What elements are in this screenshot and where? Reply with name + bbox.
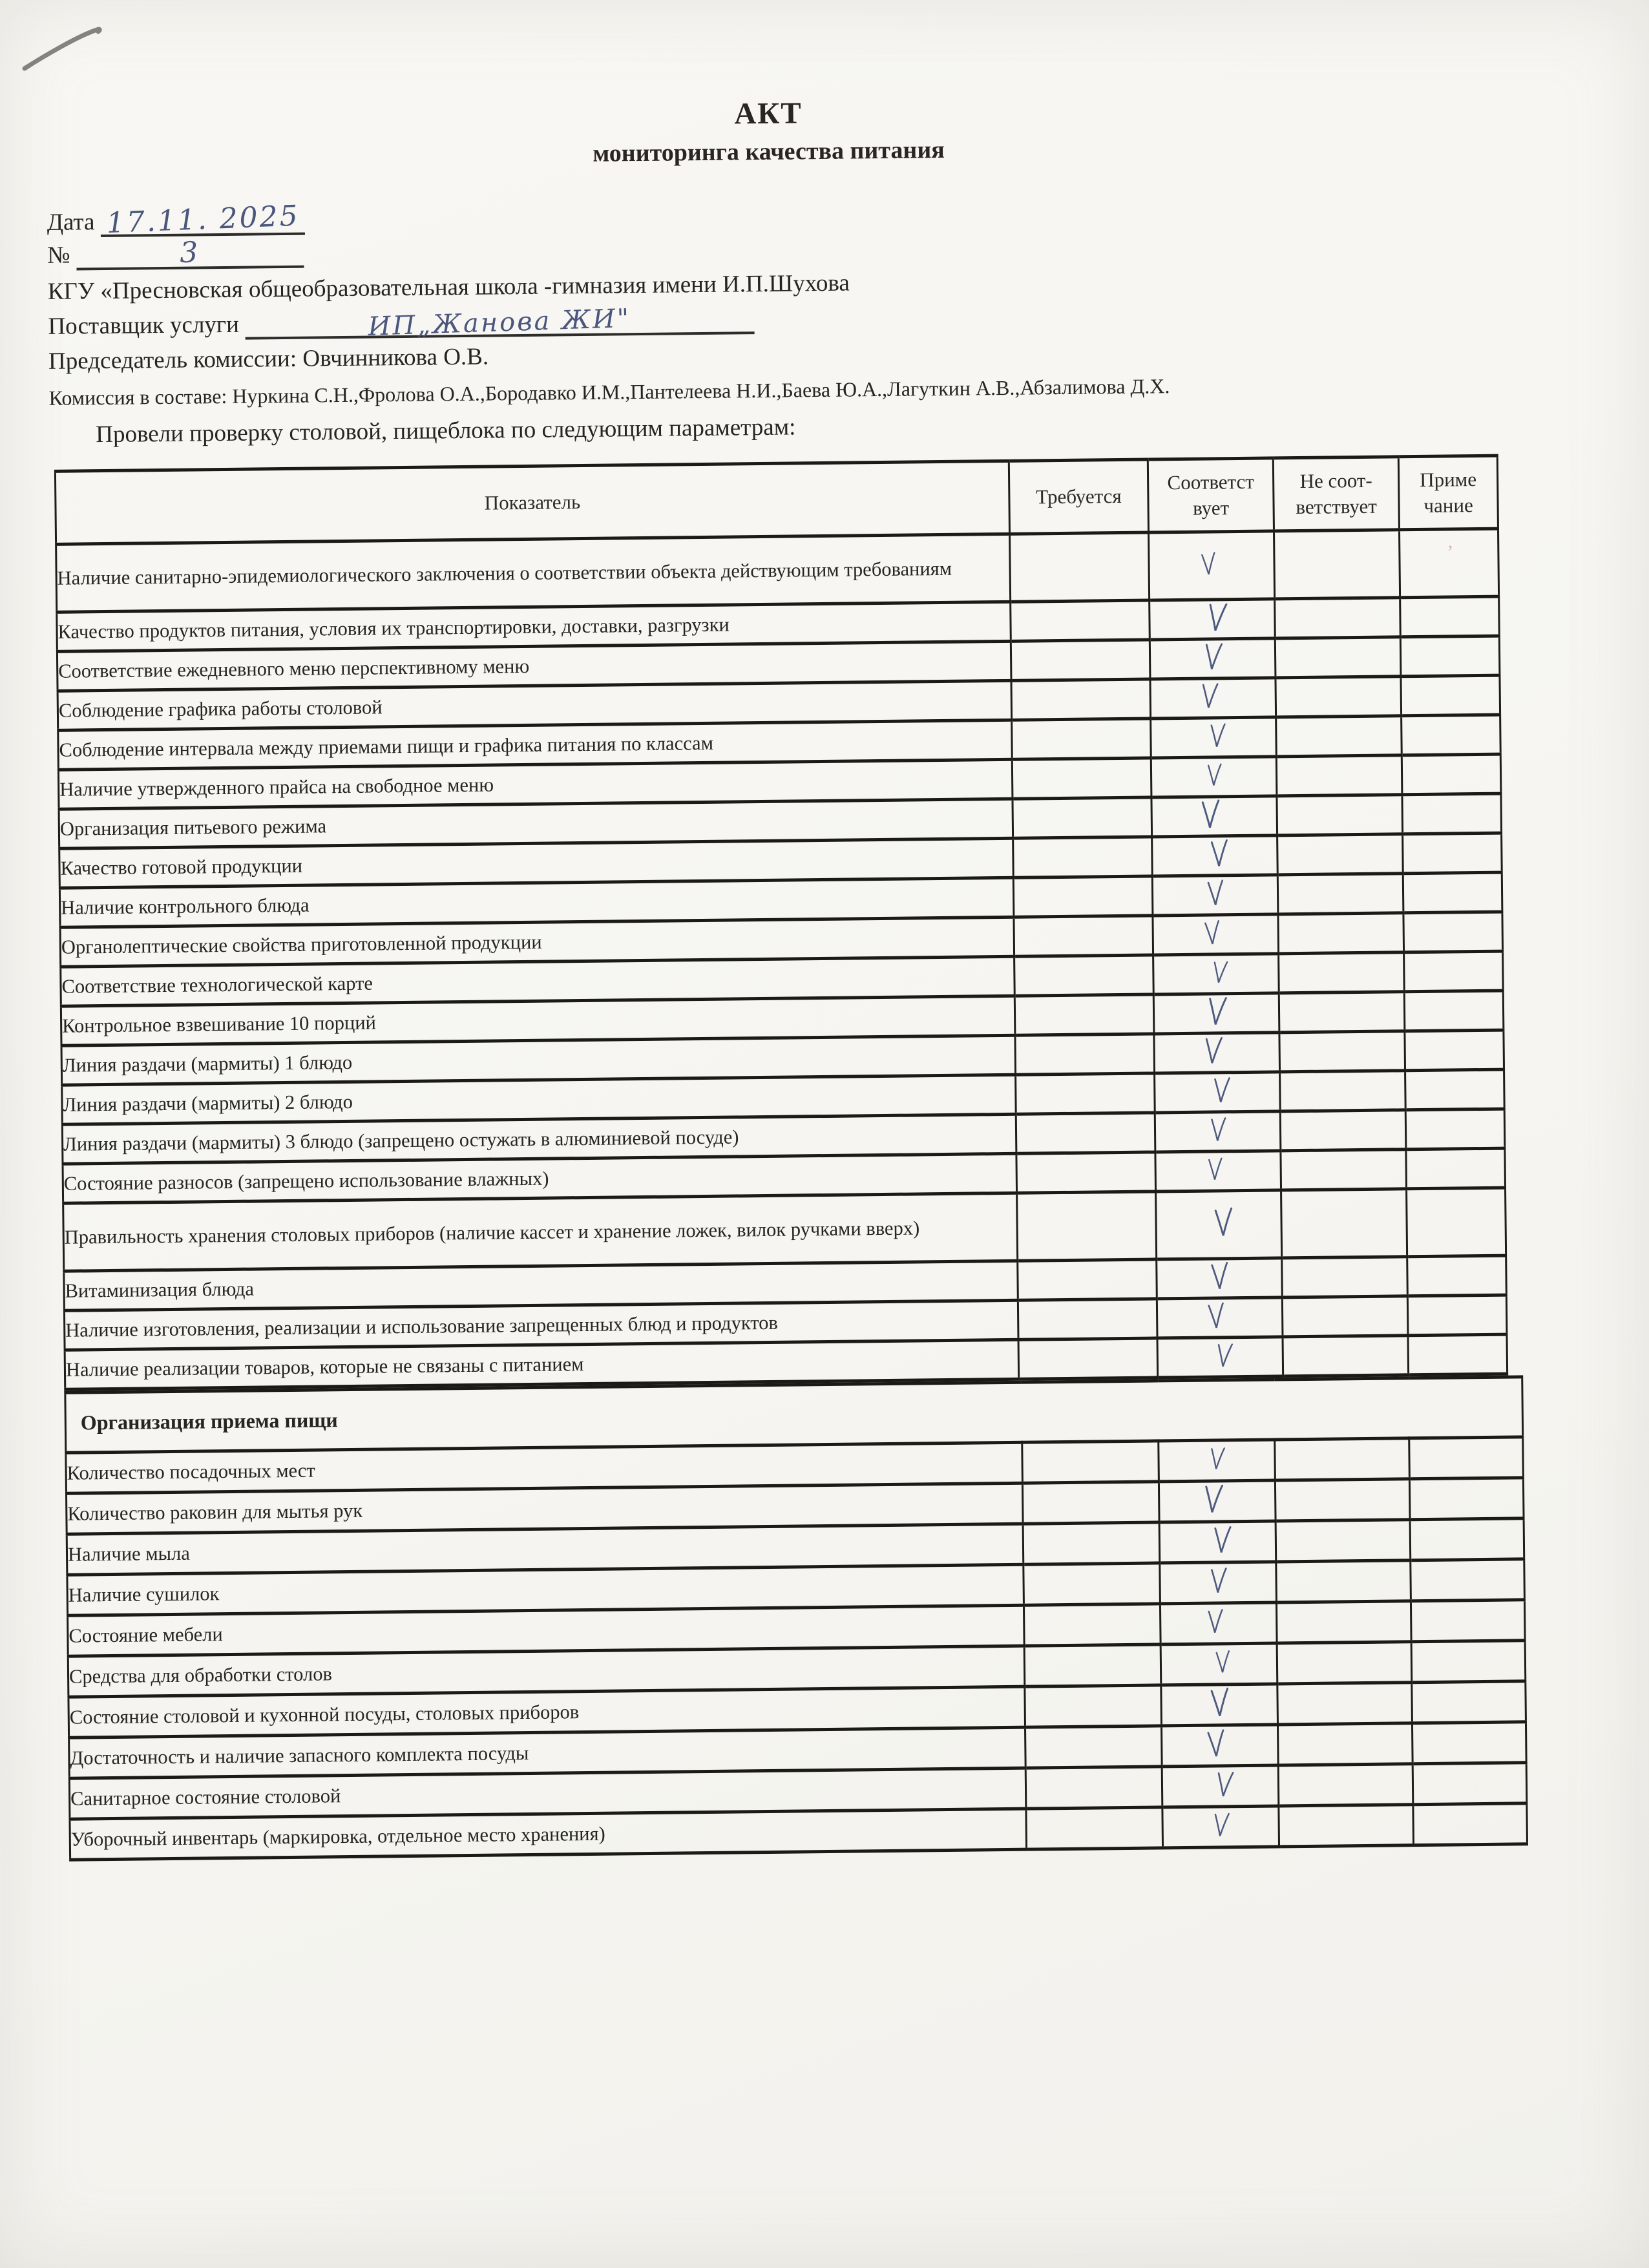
organization-line: КГУ «Пресновская общеобразовательная школа -гимназия имени И.П.Шухова [47, 269, 850, 305]
checkmark-icon [1213, 1769, 1235, 1800]
cell-not-conforms [1275, 598, 1401, 638]
row-label: Количество посадочных мест [67, 1459, 315, 1484]
checkmark-icon [1208, 1116, 1228, 1144]
checkmark-icon [1211, 1525, 1233, 1557]
number-handwritten-value: 3 [179, 236, 201, 269]
cell-required [1025, 1685, 1162, 1727]
checkmark-icon [1198, 551, 1218, 578]
intro-line: Провели проверку столовой, пищеблока по следующим параметрам: [96, 414, 796, 448]
cell-note [1400, 596, 1500, 637]
cell-conforms [1150, 638, 1276, 679]
cell-note [1404, 991, 1504, 1031]
checkmark-icon [1204, 1301, 1228, 1332]
cell-conforms [1156, 1190, 1282, 1259]
cell-not-conforms [1278, 913, 1404, 954]
cell-conforms [1149, 531, 1275, 600]
cell-required [1016, 1152, 1156, 1193]
faint-pen-tick: ʼ [1445, 541, 1453, 563]
cell-conforms [1152, 875, 1278, 916]
cell-conforms [1160, 1602, 1277, 1644]
cell-not-conforms [1278, 1764, 1413, 1806]
row-label: Контрольное взвешивание 10 порций [61, 1011, 377, 1037]
cell-required [1018, 1299, 1157, 1339]
cell-conforms [1155, 1072, 1281, 1113]
document-subtitle: мониторинга качества питания [593, 136, 945, 167]
checkmark-icon [1204, 878, 1226, 909]
row-label: Организация питьевого режима [59, 815, 327, 840]
cell-not-conforms [1279, 992, 1405, 1033]
cell-conforms [1151, 717, 1277, 758]
col-header-not-conforms: Не соот- ветствует [1273, 457, 1399, 531]
cell-required [1015, 1034, 1155, 1075]
cell-not-conforms [1277, 874, 1403, 914]
cell-not-conforms [1282, 1296, 1408, 1337]
cell-note [1405, 1069, 1505, 1110]
row-label: Наличие изготовления, реализации и использование запрещенных блюд и продуктов [65, 1311, 779, 1341]
cell-required [1013, 876, 1153, 917]
cell-not-conforms [1279, 952, 1405, 993]
cell-required [1025, 1726, 1162, 1768]
cell-note [1407, 1295, 1507, 1336]
checkmark-icon [1204, 1608, 1224, 1636]
row-label: Достаточность и наличие запасного комплекта посуды [70, 1742, 529, 1769]
cell-not-conforms [1279, 1031, 1405, 1072]
row-label: Наличие реализации товаров, которые не связаны с питанием [65, 1353, 584, 1381]
cell-required [1014, 955, 1154, 996]
cell-conforms [1159, 1440, 1276, 1482]
cell-not-conforms [1275, 637, 1401, 678]
cell-required [1024, 1644, 1161, 1686]
cell-required [1014, 916, 1153, 956]
row-label: Наличие санитарно-эпидемиологического заключения о соответствии объекта действующим требованиям [57, 557, 952, 589]
cell-conforms [1161, 1643, 1277, 1685]
cell-conforms [1155, 1111, 1281, 1152]
cell-not-conforms [1276, 1520, 1411, 1562]
cell-note [1402, 715, 1501, 755]
checkmark-icon [1210, 959, 1229, 986]
document-title: АКТ [733, 96, 803, 131]
cell-note [1410, 1518, 1524, 1560]
cell-note [1401, 675, 1500, 716]
cell-note [1412, 1722, 1526, 1764]
checkmark-icon [1204, 601, 1229, 636]
cell-note [1402, 793, 1502, 834]
cell-note [1403, 872, 1502, 913]
row-label: Витаминизация блюда [65, 1277, 255, 1302]
row-label: Линия раздачи (мармиты) 2 блюдо [63, 1090, 353, 1116]
cell-not-conforms [1282, 1257, 1408, 1297]
cell-required [1011, 640, 1150, 680]
cell-conforms [1154, 1033, 1280, 1073]
cell-conforms [1159, 1480, 1276, 1522]
cell-conforms [1162, 1806, 1279, 1848]
cell-required [1013, 797, 1152, 838]
row-label: Наличие контрольного блюда [61, 894, 310, 919]
cell-note [1399, 529, 1498, 598]
number-label: № [47, 242, 70, 269]
cell-conforms [1153, 954, 1279, 994]
cell-not-conforms [1277, 1642, 1412, 1684]
monitoring-table-extra [64, 1375, 1528, 1861]
cell-note [1411, 1641, 1526, 1683]
cell-note [1409, 1478, 1524, 1520]
cell-note [1404, 951, 1504, 992]
chairman-line: Председатель комиссии: Овчинникова О.В. [48, 343, 489, 375]
cell-required [1013, 837, 1153, 877]
checkmark-icon [1207, 838, 1230, 870]
row-label: Качество продуктов питания, условия их транспортировки, доставки, разгрузки [58, 613, 730, 643]
cell-required [1024, 1563, 1161, 1605]
row-label: Состояние мебели [68, 1623, 223, 1647]
checkmark-icon [1204, 994, 1229, 1029]
cell-conforms [1160, 1562, 1277, 1604]
cell-required [1018, 1259, 1157, 1300]
row-label: Органолептические свойства приготовленной продукции [61, 930, 542, 958]
cell-not-conforms [1277, 1683, 1413, 1725]
cell-not-conforms [1281, 1189, 1407, 1258]
cell-required [1016, 1113, 1155, 1153]
checkmark-icon [1211, 1206, 1235, 1240]
checkmark-icon [1201, 641, 1224, 673]
cell-conforms [1152, 835, 1278, 876]
row-label: Наличие мыла [67, 1542, 190, 1566]
cell-note [1407, 1188, 1506, 1257]
date-label: Дата [47, 209, 95, 236]
cell-required [1011, 600, 1150, 641]
cell-note [1412, 1681, 1526, 1723]
cell-note [1409, 1437, 1524, 1479]
commission-line: Комиссия в составе: Нуркина С.Н.,Фролова О.А.,Бородавко И.М.,Пантелеева Н.И.,Баева Ю.А.,Лагуткин А.В.,Абзалимова Д.Х. [48, 374, 1170, 410]
row-label: Соблюдение интервала между приемами пищи и графика питания по классам [59, 731, 714, 761]
cell-conforms [1150, 678, 1276, 719]
cell-note [1413, 1763, 1527, 1805]
document-header-block [47, 192, 1506, 450]
cell-note [1403, 833, 1502, 874]
cell-required [1010, 532, 1150, 602]
cell-note [1403, 912, 1503, 952]
col-header-required: Требуется [1009, 459, 1148, 534]
row-label: Линия раздачи (мармиты) 3 блюдо (запрещено остужать в алюминиевой посуде) [63, 1126, 739, 1155]
checkmark-icon [1208, 1260, 1232, 1293]
cell-required [1024, 1604, 1161, 1646]
number-underline [76, 238, 304, 271]
checkmark-icon [1201, 1483, 1224, 1517]
row-label: Соответствие ежедневного меню перспективному меню [58, 655, 530, 682]
row-label: Количество раковин для мытья рук [67, 1499, 363, 1525]
checkmark-icon [1204, 762, 1223, 789]
cell-required [1014, 994, 1154, 1035]
checkmark-icon [1201, 1035, 1224, 1067]
cell-not-conforms [1280, 1071, 1406, 1111]
cell-not-conforms [1277, 834, 1403, 875]
cell-required [1011, 679, 1151, 720]
row-label: Качество готовой продукции [60, 854, 303, 879]
cell-note [1402, 754, 1501, 795]
row-label: Наличие сушилок [68, 1582, 220, 1606]
cell-required [1012, 758, 1151, 799]
cell-required [1022, 1441, 1159, 1483]
col-header-conforms: Соответст вует [1148, 458, 1274, 532]
checkmark-icon [1205, 1156, 1224, 1182]
checkmark-icon [1201, 919, 1223, 949]
date-handwritten-value: 17.11. 2025 [105, 199, 300, 240]
date-underline [100, 199, 304, 240]
cell-conforms [1162, 1765, 1279, 1807]
checkmark-icon [1207, 1686, 1232, 1721]
checkmark-icon [1207, 1445, 1226, 1473]
cell-conforms [1161, 1725, 1278, 1767]
row-label: Соблюдение графика работы столовой [58, 696, 383, 722]
cell-not-conforms [1279, 1805, 1414, 1847]
checkmark-icon [1198, 798, 1222, 832]
checkmark-icon [1208, 1566, 1228, 1596]
section-header-label: Организация приема пищи [65, 1377, 1523, 1453]
cell-not-conforms [1281, 1150, 1407, 1190]
cell-required [1016, 1073, 1155, 1114]
checkmark-icon [1199, 681, 1220, 711]
cell-not-conforms [1277, 795, 1403, 835]
cell-conforms [1157, 1297, 1283, 1338]
cell-not-conforms [1283, 1336, 1409, 1376]
cell-not-conforms [1277, 1723, 1413, 1765]
cell-conforms [1157, 1258, 1283, 1299]
cell-not-conforms [1275, 1479, 1410, 1521]
row-label: Состояние разносов (запрещено использование влажных) [63, 1167, 549, 1195]
cell-conforms [1150, 599, 1276, 640]
cell-conforms [1151, 796, 1277, 837]
cell-not-conforms [1276, 677, 1402, 717]
cell-note [1406, 1148, 1506, 1189]
cell-conforms [1161, 1684, 1278, 1726]
cell-note [1408, 1334, 1507, 1375]
checkmark-icon [1213, 1649, 1232, 1676]
cell-required [1018, 1338, 1158, 1379]
cell-note [1413, 1803, 1528, 1845]
cell-required [1026, 1807, 1163, 1849]
cell-not-conforms [1276, 755, 1402, 796]
row-label: Соответствие технологической карте [61, 972, 373, 998]
row-label: Санитарное состояние столовой [70, 1785, 341, 1810]
monitoring-table-main [54, 454, 1508, 1391]
cell-note [1400, 636, 1500, 677]
cell-note [1405, 1109, 1505, 1150]
cell-not-conforms [1276, 716, 1402, 757]
cell-note [1407, 1255, 1507, 1296]
checkmark-icon [1207, 722, 1226, 750]
supplier-underline [245, 304, 754, 340]
cell-not-conforms [1280, 1110, 1406, 1151]
cell-required [1012, 719, 1151, 759]
cell-not-conforms [1276, 1601, 1411, 1643]
cell-note [1411, 1600, 1525, 1642]
row-label: Уборочный инвентарь (маркировка, отдельное место хранения) [70, 1822, 605, 1851]
col-header-note: Приме чание [1398, 456, 1498, 530]
supplier-handwritten-value: ИП„Жанова ЖИ" [368, 303, 632, 342]
cell-conforms [1153, 993, 1279, 1034]
cell-conforms [1151, 757, 1277, 797]
row-label: Состояние столовой и кухонной посуды, столовых приборов [69, 1701, 580, 1728]
cell-required [1017, 1192, 1157, 1261]
cell-not-conforms [1275, 1438, 1410, 1480]
row-label: Средства для обработки столов [68, 1663, 333, 1688]
supplier-label: Поставщик услуги [48, 311, 240, 340]
row-label: Наличие утвержденного прайса на свободное меню [59, 773, 494, 801]
checkmark-icon [1204, 1728, 1228, 1761]
cell-conforms [1153, 914, 1279, 955]
cell-required [1022, 1482, 1159, 1524]
checkmark-icon [1210, 1811, 1231, 1840]
cell-required [1025, 1767, 1162, 1809]
row-label: Правильность хранения столовых приборов (наличие кассет и хранение ложек, вилок ручками вверх) [64, 1217, 920, 1248]
cell-not-conforms [1276, 1560, 1411, 1602]
cell-required [1023, 1522, 1160, 1564]
checkmark-icon [1211, 1076, 1232, 1106]
cell-not-conforms [1274, 530, 1400, 599]
cell-conforms [1159, 1521, 1276, 1563]
col-header-indicator: Показатель [55, 461, 1009, 544]
cell-note [1405, 1030, 1504, 1071]
row-label: Линия раздачи (мармиты) 1 блюдо [62, 1051, 353, 1076]
cell-conforms [1155, 1151, 1281, 1192]
cell-conforms [1157, 1337, 1283, 1378]
checkmark-icon [1213, 1341, 1235, 1370]
cell-note [1411, 1559, 1525, 1601]
